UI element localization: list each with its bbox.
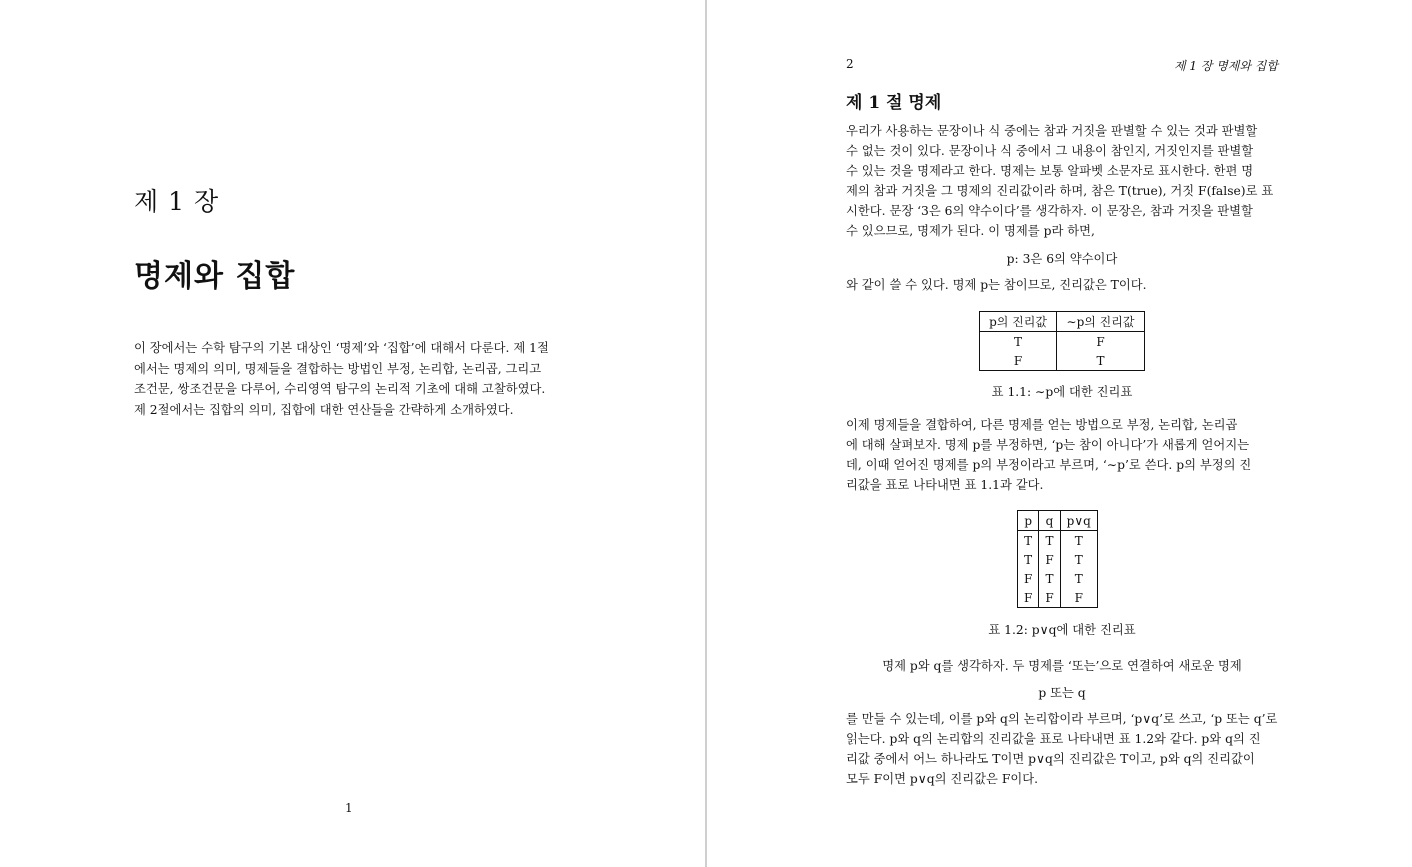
table-row [1018,569,1098,588]
table-cell: T [1039,531,1060,551]
page-number: 1 [345,801,353,815]
paragraph [846,275,1278,295]
intro-line: 조건문, 쌍조건문을 다루어, 수리영역 탐구의 논리적 기초에 대해 고찰하였다. [134,382,546,396]
table-header: ∼p의 진리값 [1057,312,1145,332]
text-line: 시한다. 문장 ‘3은 6의 약수이다’를 생각하자. 이 문장은, 참과 거짓을 판별할 [846,204,1253,218]
table-row [1018,550,1098,569]
text-line: 제의 참과 거짓을 그 명제의 진리값이라 하며, 참은 T(true), 거짓 F(false)로 표 [846,184,1274,198]
table-cell: F [1060,588,1097,608]
table-cell: T [1060,569,1097,588]
text-line: 수 없는 것이 있다. 문장이나 식 중에서 그 내용이 참인지, 거짓인지를 판별할 [846,144,1254,158]
text-line: 이제 명제들을 결합하여, 다른 명제를 얻는 방법으로 부정, 논리합, 논리곱 [846,418,1238,432]
truth-table-disjunction [1017,510,1098,608]
table-cell: T [1060,550,1097,569]
paragraph: 명제 p와 q를 생각하자. 두 명제를 ‘또는’으로 연결하여 새로운 명제 [882,659,1242,673]
table-row [1018,588,1098,608]
text-line: 리값 중에서 어느 하나라도 T이면 p∨q의 진리값은 T이고, p와 q의 진리값이 [846,752,1255,766]
text-line: 수 있는 것을 명제라고 한다. 명제는 보통 알파벳 소문자로 표시한다. 한편 명 [846,164,1254,178]
right-page [707,0,1412,867]
text-line: 에 대해 살펴보자. 명제 p를 부정하면, ‘p는 참이 아니다’가 새롭게 얻어지는 [846,438,1250,452]
chapter-intro [134,338,572,420]
table-cell: F [1018,569,1039,588]
table-cell: F [1039,588,1060,608]
chapter-label: 제 1 장 [134,187,220,216]
table-row [1018,531,1098,551]
text-line: 읽는다. p와 q의 논리합의 진리값을 표로 나타내면 표 1.2와 같다. p와 q의 진 [846,732,1261,746]
table-caption: 표 1.2: p∨q에 대한 진리표 [988,623,1136,637]
text-line: 우리가 사용하는 문장이나 식 중에는 참과 거짓을 판별할 수 있는 것과 판별할 [846,124,1258,138]
section-title: 제 1 절 명제 [846,93,942,113]
intro-line: 이 장에서는 수학 탐구의 기본 대상인 ‘명제’와 ‘집합’에 대해서 다룬다. 제 1절 [134,341,549,355]
table-cell: T [1018,550,1039,569]
table-header: p의 진리값 [980,312,1057,332]
table-cell: F [1039,550,1060,569]
table-cell: T [1057,351,1145,371]
text-line: 리값을 표로 나타내면 표 1.1과 같다. [846,478,1044,492]
table-cell: F [1018,588,1039,608]
table-header: p∨q [1060,511,1097,531]
paragraph [846,415,1278,495]
truth-table-negation [979,311,1145,371]
text-line: 모두 F이면 p∨q의 진리값은 F이다. [846,772,1039,786]
text-line: 와 같이 쓸 수 있다. 명제 p는 참이므로, 진리값은 T이다. [846,278,1147,292]
text-line: 데, 이때 얻어진 명제를 p의 부정이라고 부르며, ‘∼p’로 쓴다. p의 부정의 진 [846,458,1252,472]
table-header: p [1018,511,1039,531]
table-cell: T [1039,569,1060,588]
left-page [0,0,705,867]
table-cell: T [1060,531,1097,551]
table-row [980,332,1145,352]
text-line: 를 만들 수 있는데, 이를 p와 q의 논리합이라 부르며, ‘p∨q’로 쓰고, ‘p 또는 q’로 [846,712,1278,726]
running-header: 제 1 장 명제와 집합 [1173,59,1278,73]
table-cell: T [1018,531,1039,551]
table-cell: F [1057,332,1145,352]
intro-line: 제 2절에서는 집합의 의미, 집합에 대한 연산들을 간략하게 소개하였다. [134,402,514,417]
header-page-number: 2 [846,57,854,71]
table-caption: 표 1.1: ∼p에 대한 진리표 [991,385,1133,399]
table-cell: T [980,332,1057,352]
table-cell: F [980,351,1057,371]
paragraph [846,121,1278,241]
chapter-title: 명제와 집합 [134,259,296,294]
display-equation: p 또는 q [1038,686,1086,700]
intro-line: 에서는 명제의 의미, 명제들을 결합하는 방법인 부정, 논리합, 논리곱, 그리고 [134,361,542,376]
text-line: 수 있으므로, 명제가 된다. 이 명제를 p라 하면, [846,224,1095,238]
display-equation: p: 3은 6의 약수이다 [1006,252,1118,266]
table-header: q [1039,511,1060,531]
table-row [980,351,1145,371]
paragraph [846,709,1278,789]
